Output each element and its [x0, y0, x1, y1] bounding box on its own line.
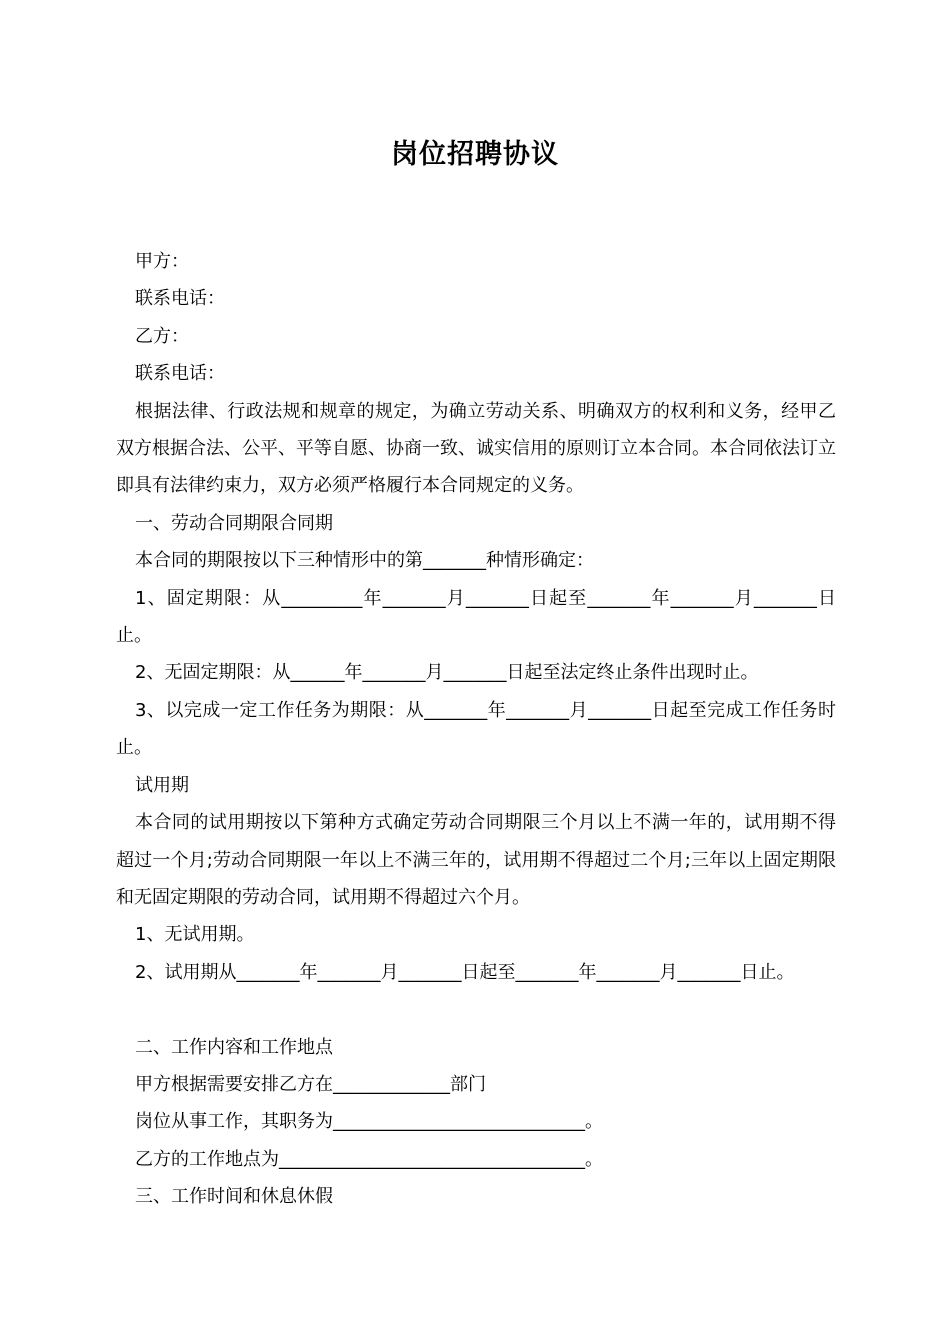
party-a-phone-line: 联系电话： [135, 288, 225, 310]
blank-line [116, 991, 836, 1028]
preamble-paragraph: 根据法律、行政法规和规章的规定，为确立劳动关系、明确双方的权利和义务，经甲乙双方根据合法、公平、平等自愿、协商一致、诚实信用的原则订立本合同。本合同依法订立即具有法律约束力，双方必须严格履行本合同规定的义务。 [116, 400, 836, 497]
section1-item-1: 1、固定期限：从_________年_______月_______日起至_______年_______月_______日止。 [116, 587, 836, 647]
section2-duty-line: 岗位从事工作，其职务为____________________________。 [135, 1111, 603, 1133]
probation-paragraph: 本合同的试用期按以下第种方式确定劳动合同期限三个月以上不满一年的，试用期不得超过一个月;劳动合同期限一年以上不满三年的，试用期不得超过二个月;三年以上固定期限和无固定期限的劳动合同，试用期不得超过六个月。 [116, 812, 836, 908]
document-body [116, 243, 836, 1216]
section1-heading: 一、劳动合同期限合同期 [135, 512, 333, 534]
section2-location-line: 乙方的工作地点为__________________________________。 [135, 1148, 603, 1170]
section1-item-3: 3、以完成一定工作任务为期限：从_______年_______月_______日起至完成工作任务时止。 [116, 699, 836, 759]
section1-intro: 本合同的期限按以下三种情形中的第_______种情形确定： [135, 550, 594, 572]
document-title: 岗位招聘协议 [391, 139, 559, 170]
probation-item-2: 2、试用期从_______年_______月_______日起至_______年_______月_______日止。 [135, 961, 795, 983]
party-a-line: 甲方： [135, 251, 189, 272]
section2-department-line: 甲方根据需要安排乙方在_____________部门 [135, 1073, 486, 1095]
section2-heading: 二、工作内容和工作地点 [135, 1036, 333, 1058]
section3-heading: 三、工作时间和休息休假 [135, 1186, 333, 1208]
party-b-phone-line: 联系电话： [135, 363, 225, 385]
party-b-line: 乙方： [135, 325, 189, 347]
section1-item-2: 2、无固定期限：从______年_______月_______日起至法定终止条件出现时止。 [135, 662, 759, 684]
probation-item-1: 1、无试用期。 [135, 924, 255, 946]
probation-heading: 试用期 [135, 774, 189, 796]
